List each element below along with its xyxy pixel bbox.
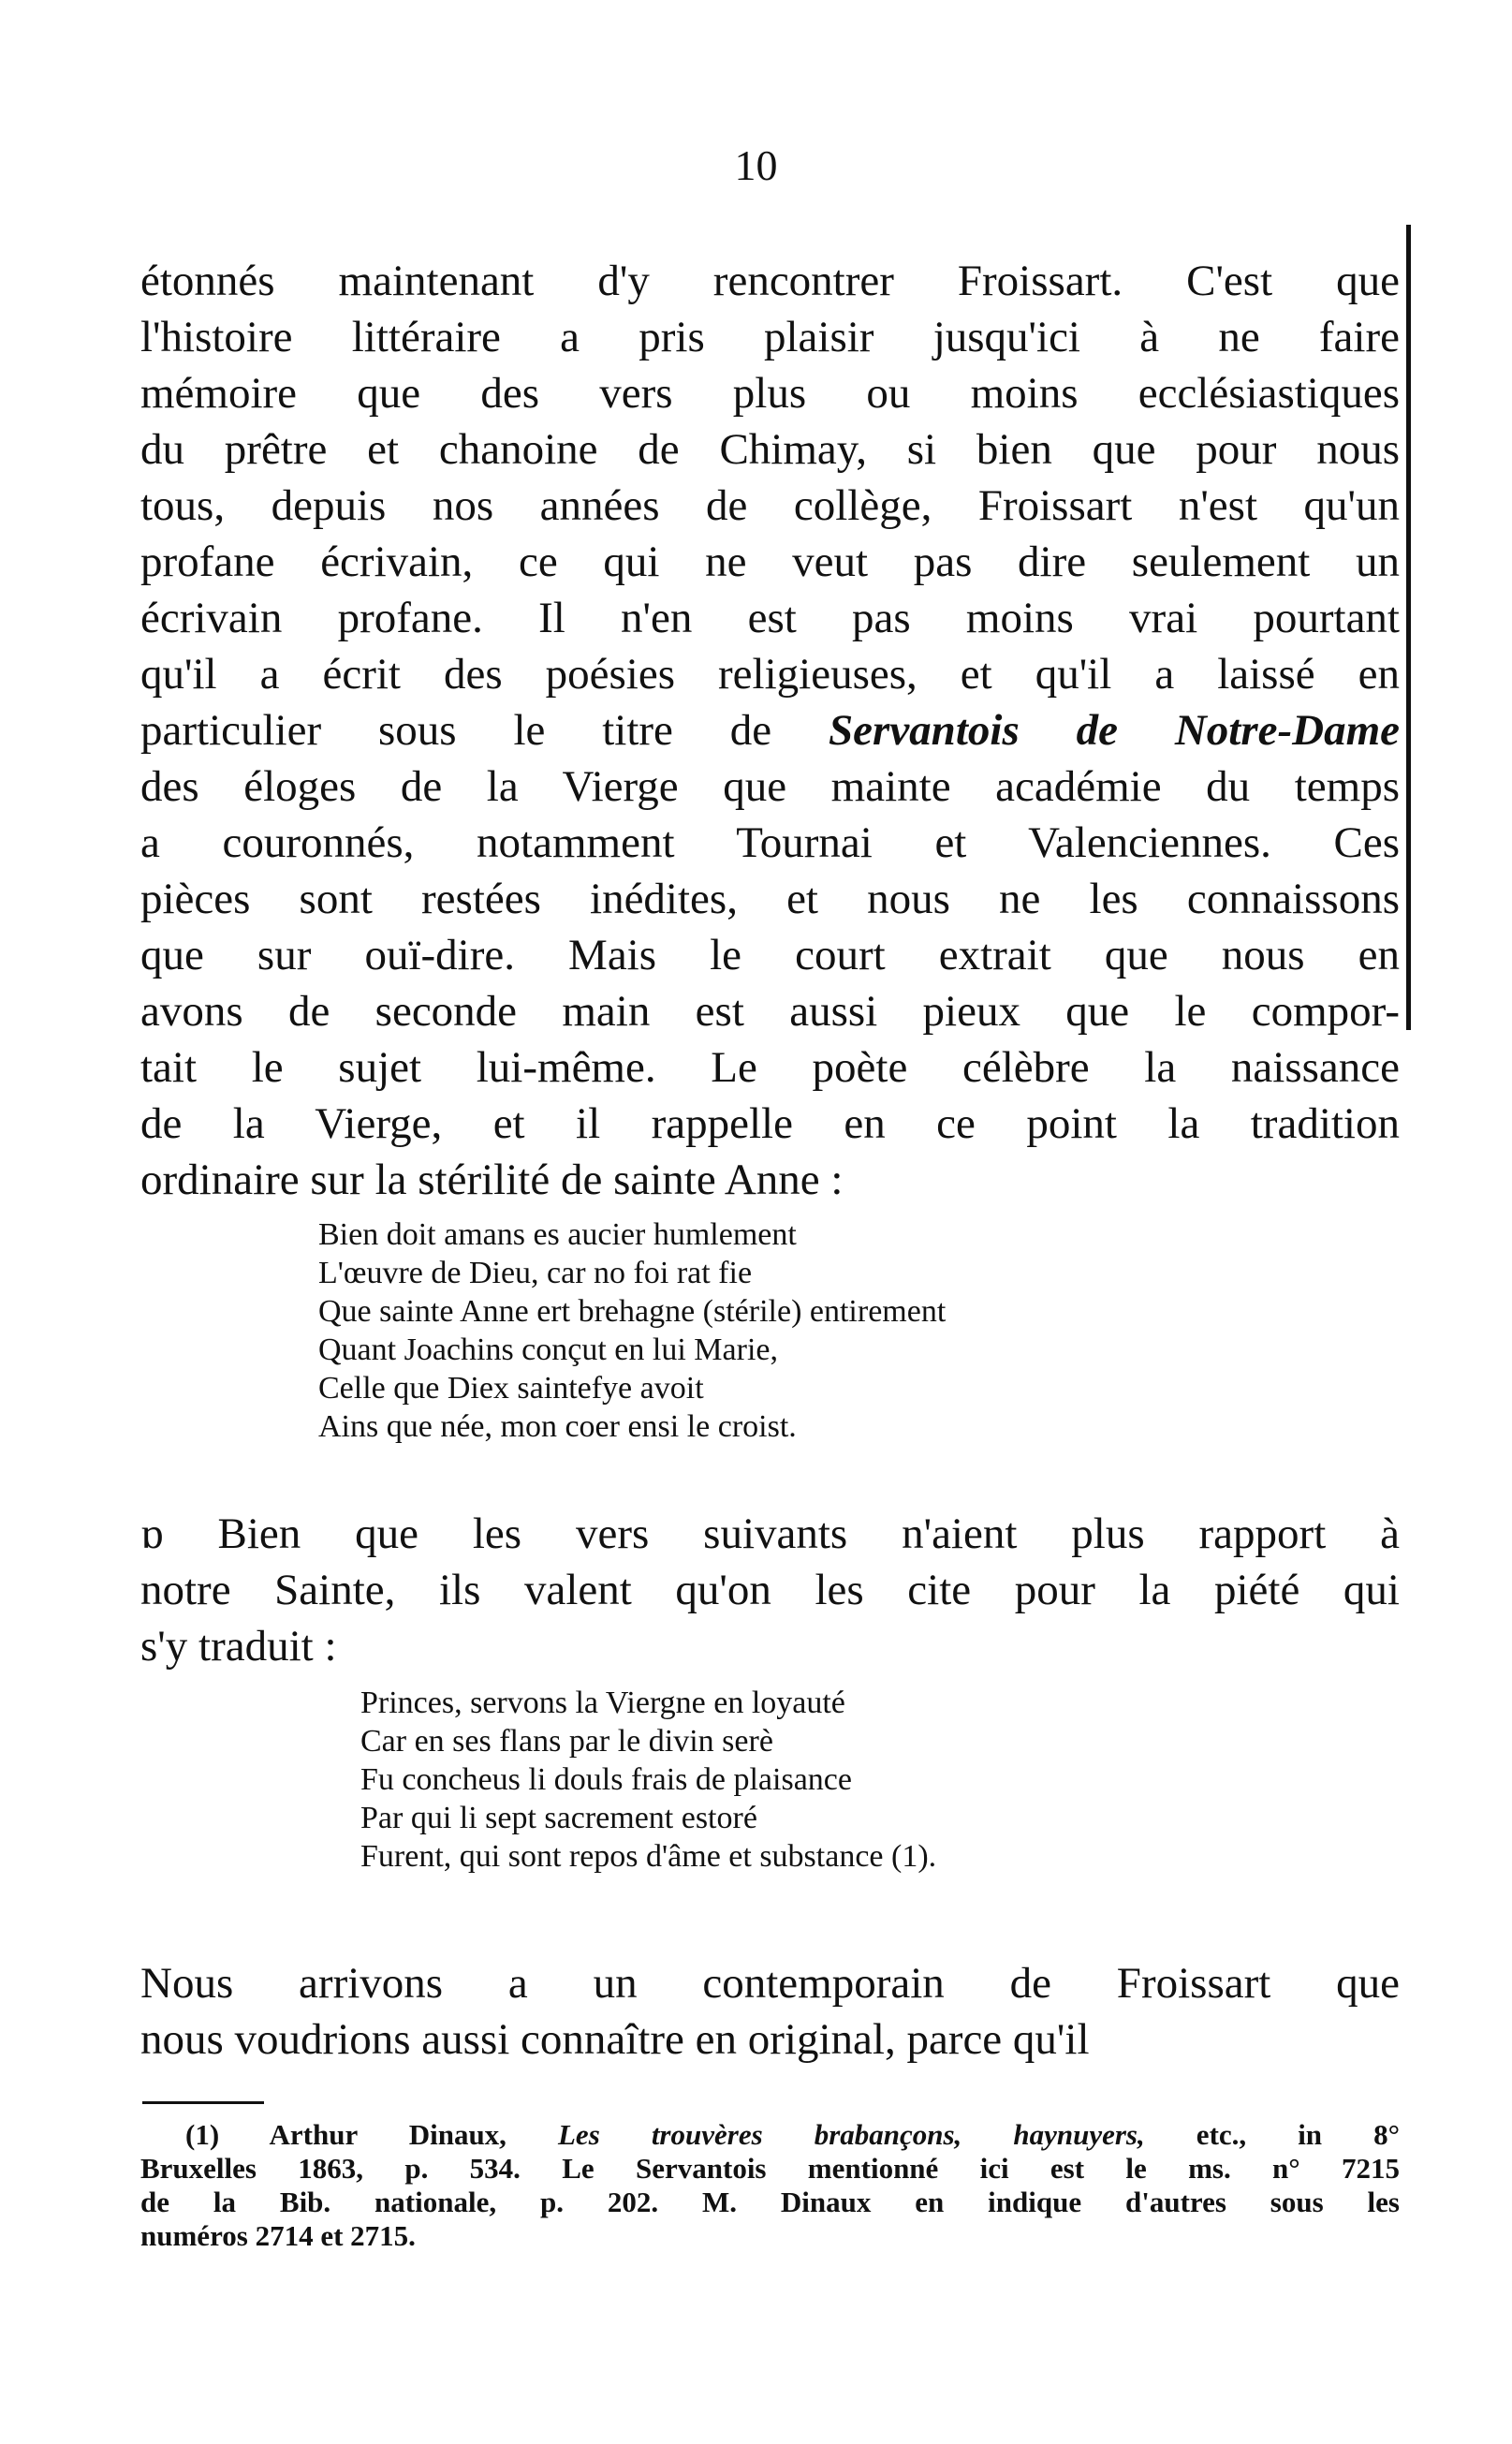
text-line: de la Vierge, et il rappelle en ce point la tradition: [140, 1099, 1400, 1148]
text-line: qu'il a écrit des poésies religieuses, et qu'il a laissé en: [140, 650, 1400, 699]
text-line: nous voudrions aussi connaître en original, parce qu'il: [140, 2015, 1090, 2064]
verse-line: Fu concheus li douls frais de plaisance: [360, 1762, 852, 1797]
work-title: Servantois de Notre-Dame: [829, 706, 1400, 755]
verse-line: Par qui li sept sacrement estoré: [360, 1801, 757, 1835]
text-line: des éloges de la Vierge que mainte académie du temps: [140, 762, 1400, 811]
verse-line: Ains que née, mon coer ensi le croist.: [318, 1409, 797, 1444]
verse-line: Que sainte Anne ert brehagne (stérile) entirement: [318, 1294, 947, 1329]
text-fragment: Arthur Dinaux,: [219, 2118, 558, 2151]
footnote-line: numéros 2714 et 2715.: [140, 2219, 416, 2252]
paragraph-suivants: [140, 1506, 1400, 1674]
footnote-line: Bruxelles 1863, p. 534. Le Servantois mentionné ici est le ms. n° 7215: [140, 2152, 1400, 2185]
text-fragment: etc., in 8°: [1144, 2118, 1401, 2151]
text-line: l'histoire littéraire a pris plaisir jusqu'ici à ne faire: [140, 313, 1400, 361]
text-line: notre Sainte, ils valent qu'on les cite pour la piété qui: [140, 1566, 1400, 1614]
text-line: [140, 702, 1400, 758]
paragraph-froissart: [140, 253, 1400, 1208]
text-line: écrivain profane. Il n'en est pas moins vrai pourtant: [140, 594, 1400, 642]
text-line: profane écrivain, ce qui ne veut pas dire seulement un: [140, 537, 1400, 586]
verse-line: Princes, servons la Viergne en loyauté: [360, 1686, 845, 1720]
footnote-line: de la Bib. nationale, p. 202. M. Dinaux en indique d'autres sous les: [140, 2186, 1400, 2218]
footnote-marker: (1): [185, 2118, 220, 2151]
text-line: pièces sont restées inédites, et nous ne les connaissons: [140, 875, 1400, 923]
verse-quotation-1: [318, 1215, 946, 1446]
verse-line: Quant Joachins conçut en lui Marie,: [318, 1332, 778, 1367]
text-line: a couronnés, notamment Tournai et Valenciennes. Ces: [140, 818, 1400, 867]
text-line: étonnés maintenant d'y rencontrer Froissart. C'est que: [140, 257, 1400, 305]
text-line: tous, depuis nos années de collège, Froissart n'est qu'un: [140, 481, 1400, 530]
footnote: [140, 2118, 1400, 2253]
paragraph-contemporain: [140, 1955, 1400, 2068]
verse-line: Furent, qui sont repos d'âme et substance (1).: [360, 1839, 937, 1874]
page-number: 10: [734, 141, 778, 189]
text-line: Nous arrivons a un contemporain de Froissart que: [140, 1959, 1400, 2008]
text-line: s'y traduit :: [140, 1622, 337, 1671]
verse-line: L'œuvre de Dieu, car no foi rat fie: [318, 1256, 753, 1290]
text-line: que sur ouï-dire. Mais le court extrait que nous en: [140, 931, 1400, 979]
footnote-divider: [142, 2101, 264, 2104]
footnote-line: [140, 2118, 1400, 2152]
cited-title: Les trouvères brabançons, haynuyers,: [558, 2118, 1145, 2151]
text-line: ordinaire sur la stérilité de sainte Anne :: [140, 1156, 844, 1204]
verse-quotation-2: [360, 1684, 936, 1876]
verse-line: Celle que Diex saintefye avoit: [318, 1371, 704, 1406]
text-line: mémoire que des vers plus ou moins ecclésiastiques: [140, 369, 1400, 418]
text-fragment: particulier sous le titre de: [140, 706, 829, 755]
verse-line: Car en ses flans par le divin serè: [360, 1724, 773, 1759]
text-line: tait le sujet lui-même. Le poète célèbre la naissance: [140, 1043, 1400, 1092]
margin-scan-bar: [1406, 225, 1411, 1030]
verse-line: Bien doit amans es aucier humlement: [318, 1217, 797, 1252]
text-line: avons de seconde main est aussi pieux que le compor-: [140, 987, 1400, 1036]
text-line: ɒ Bien que les vers suivants n'aient plus rapport à: [140, 1509, 1400, 1558]
text-line: du prêtre et chanoine de Chimay, si bien que pour nous: [140, 425, 1400, 474]
